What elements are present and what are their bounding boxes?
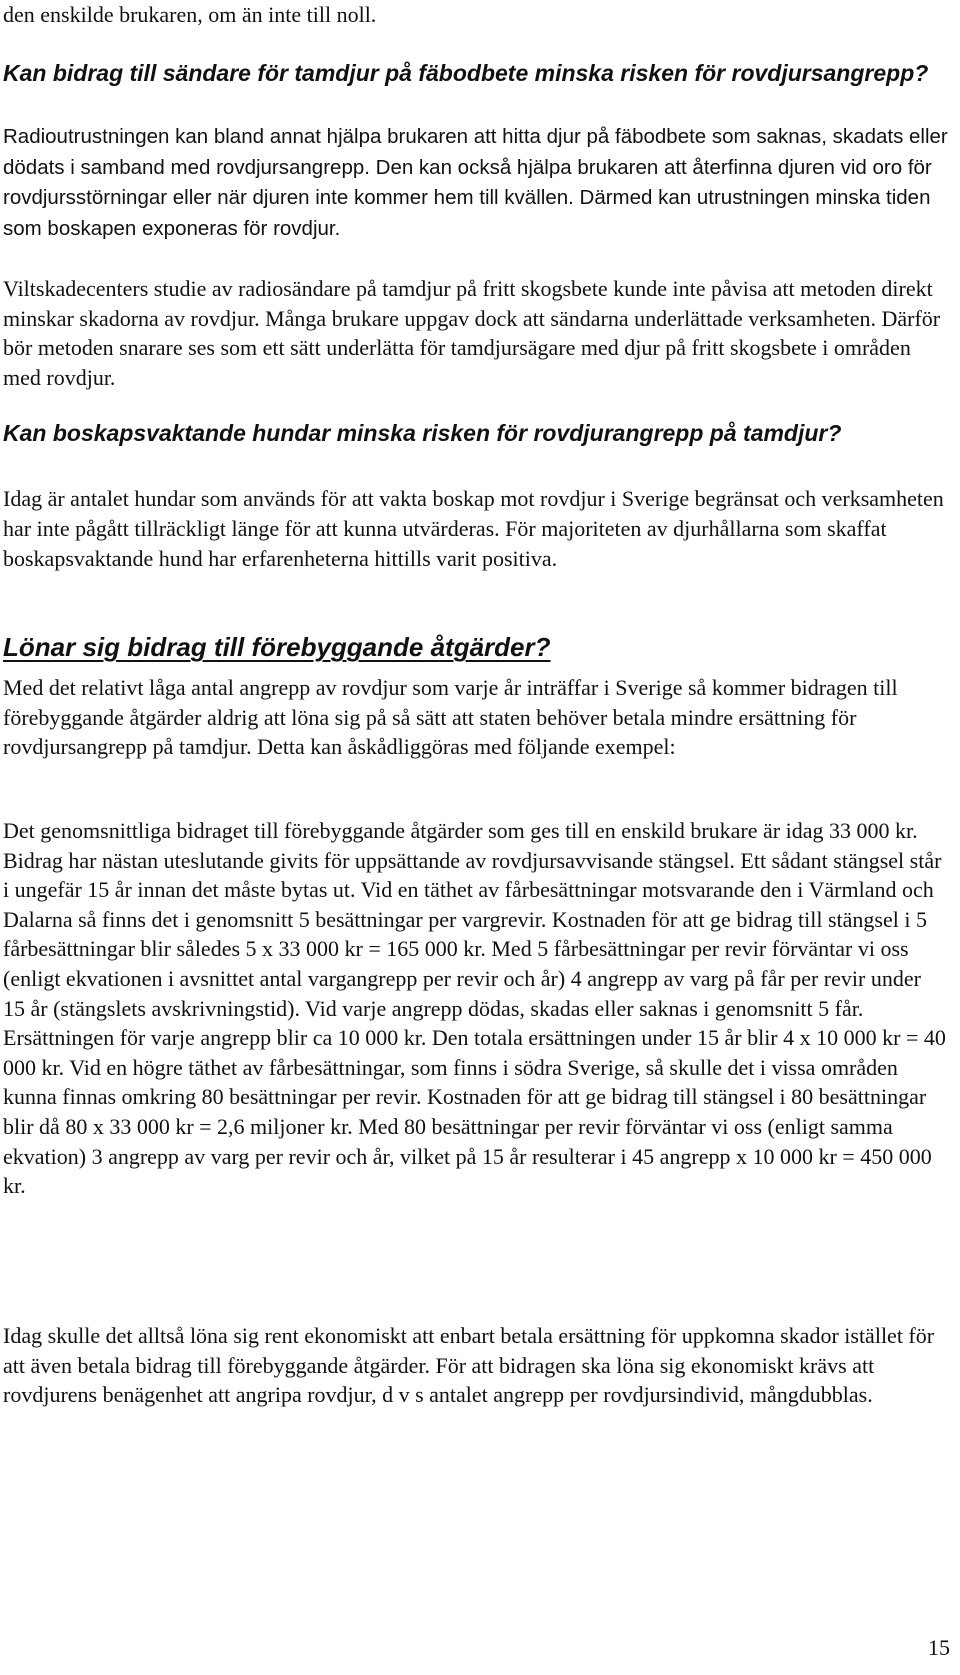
heading-lonar-sig: Lönar sig bidrag till förebyggande åtgärder?: [3, 632, 551, 662]
heading-hundar: Kan boskapsvaktande hundar minska risken för rovdjurangrepp på tamdjur?: [3, 420, 842, 446]
paragraph-intro-exempel: Med det relativt låga antal angrepp av rovdjur som varje år inträffar i Sverige så kommer bidragen till förebyggande åtgärder aldrig att löna sig på så sätt att staten behöver betala mindre ersättning för rovdjursangrepp på tamdjur. Detta kan åskådliggöras med följande exempel:: [3, 675, 898, 759]
paragraph-slutsats: Idag skulle det alltså löna sig rent ekonomiskt att enbart betala ersättning för uppkomna skador istället för att även betala bidrag till förebyggande åtgärder. För att bidragen ska löna sig ekonomiskt krävs att rovdjurens benägenhet att angripa rovdjur, d v s antalet angrepp per rovdjursindivid, mångdubblas.: [3, 1323, 935, 1407]
paragraph-hundar: Idag är antalet hundar som används för att vakta boskap mot rovdjur i Sverige begränsat och verksamheten har inte pågått tillräckligt länge för att kunna utvärderas. För majoriteten av djurhållarna som skaffat boskapsvaktande hund har erfarenheterna hittills varit positiva.: [3, 486, 944, 571]
continuation-line: den enskilde brukaren, om än inte till noll.: [3, 2, 377, 27]
paragraph-exempel: Det genomsnittliga bidraget till förebyggande åtgärder som ges till en enskild brukare är idag 33 000 kr. Bidrag har nästan uteslutande givits för uppsättande av rovdjursavvisande stängsel. Ett sådant stängsel står i ungefär 15 år innan det måste bytas ut. Vid en täthet av fårbesättningar motsvarande den i Värmland och Dalarna så finns det i genomsnitt 5 besättningar per vargrevir. Kostnaden för att ge bidrag till stängsel i 5 fårbesättningar blir således 5 x 33 000 kr = 165 000 kr. Med 5 fårbesättningar per revir förväntar vi oss (enligt ekvationen i avsnittet antal vargangrepp per revir och år) 4 angrepp av varg på får per revir under 15 år (stängslets avskrivningstid). Vid varje angrepp dödas, skadas eller saknas i genomsnitt 5 får. Ersättningen för varje angrepp blir ca 10 000 kr. Den totala ersättningen under 15 år blir 4 x 10 000 kr = 40 000 kr. Vid en högre täthet av fårbesättningar, som finns i södra Sverige, så skulle det i vissa områden kunna finnas omkring 80 besättningar per revir. Kostnaden för att ge bidrag till stängsel i 80 besättningar blir då 80 x 33 000 kr = 2,6 miljoner kr. Med 80 besättningar per revir förväntar vi oss (enligt samma ekvation) 3 angrepp av varg per revir och år, vilket på 15 år resulterar i 45 angrepp x 10 000 kr = 450 000 kr.: [3, 818, 946, 1199]
page-number: 15: [928, 1635, 950, 1660]
paragraph-radioutrustning: Radioutrustningen kan bland annat hjälpa brukaren att hitta djur på fäbodbete som saknas, skadats eller dödats i samband med rovdjursangrepp. Den kan också hjälpa brukaren att återfinna djuren vid oro för rovdjursstörningar eller när djuren inte kommer hem till kvällen. Därmed kan utrustningen minska tiden som boskapen exponeras för rovdjur.: [3, 125, 948, 240]
paragraph-viltskadecenter: Viltskadecenters studie av radiosändare på tamdjur på fritt skogsbete kunde inte påvisa att metoden direkt minskar skadorna av rovdjur. Många brukare uppgav dock att sändarna underlättade verksamheten. Därför bör metoden snarare ses som ett sätt underlätta för tamdjursägare med djur på fritt skogsbete i områden med rovdjur.: [3, 276, 941, 390]
heading-sandare: Kan bidrag till sändare för tamdjur på fäbodbete minska risken för rovdjursangrepp?: [3, 60, 929, 86]
